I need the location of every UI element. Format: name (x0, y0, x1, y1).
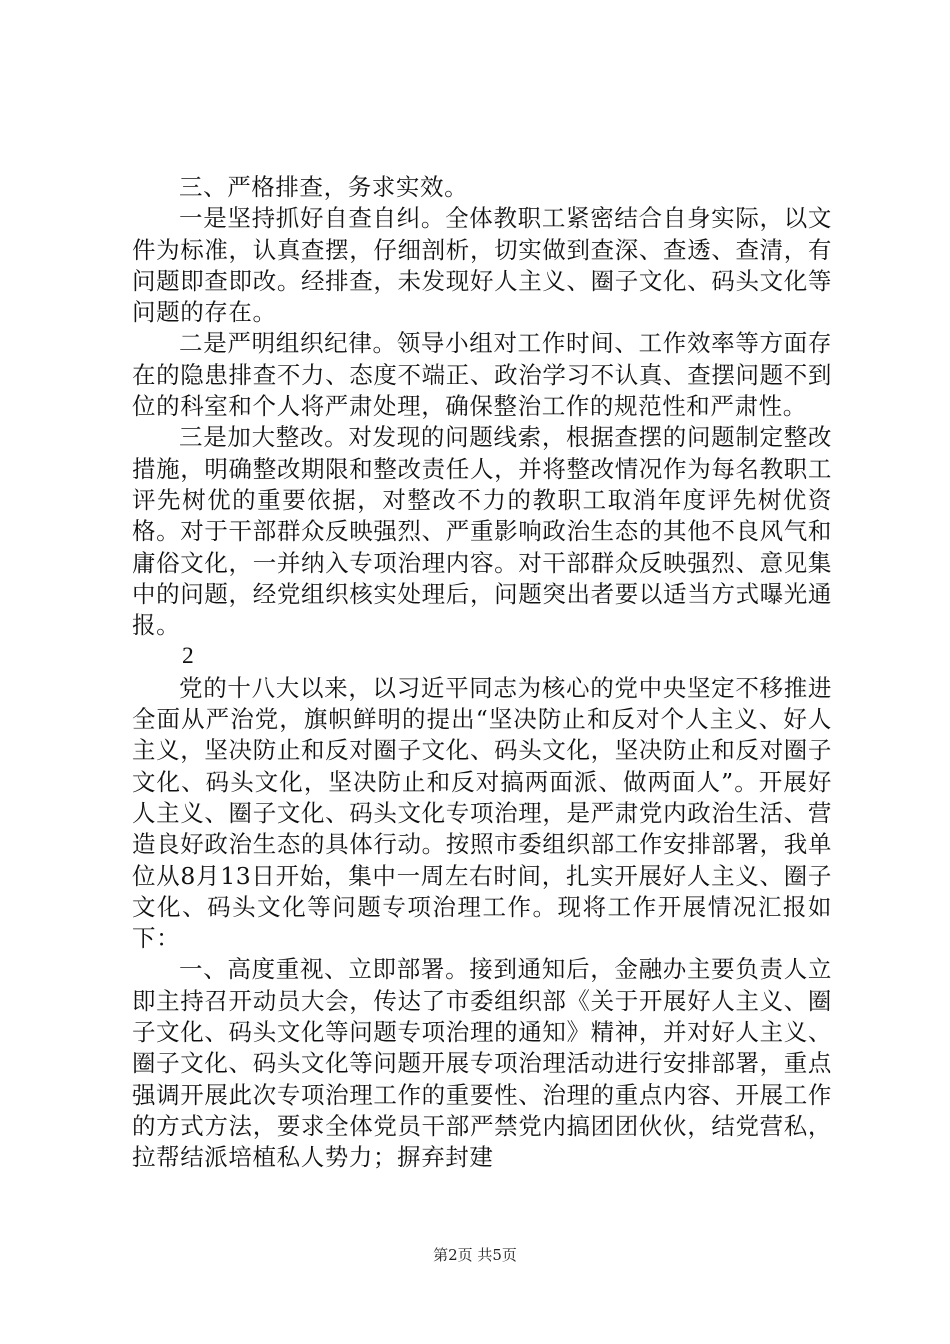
paragraph-intro: 党的十八大以来，以习近平同志为核心的党中央坚定不移推进全面从严治党，旗帜鲜明的提出“坚决防止和反对个人主义、好人主义，坚决防止和反对圈子文化、码头文化，坚决防止和反对圈子文化、码头文化，坚决防止和反对搞两面派、做两面人”。开展好人主义、圈子文化、码头文化专项治理，是严肃党内政治生活、营造良好政治生态的具体行动。按照市委组织部工作安排部署，我单位从8月13日开始，集中一周左右时间，扎实开展好人主义、圈子文化、码头文化等问题专项治理工作。现将工作开展情况汇报如下： (132, 673, 832, 953)
document-body (132, 172, 832, 1174)
section-heading: 三、严格排查，务求实效。 (179, 173, 469, 201)
section-number: 2 (182, 643, 195, 670)
page-footer: 第2页 共5页 (433, 1246, 517, 1264)
paragraph-self-inspection: 一是坚持抓好自查自纠。全体教职工紧密结合自身实际，以文件为标准，认真查摆，仔细剖析，切实做到查深、查透、查清，有问题即查即改。经排查，未发现好人主义、圈子文化、码头文化等问题的存在。 (132, 204, 832, 327)
paragraph-discipline: 二是严明组织纪律。领导小组对工作时间、工作效率等方面存在的隐患排查不力、态度不端正、政治学习不认真、查摆问题不到位的科室和个人将严肃处理，确保整治工作的规范性和严肃性。 (132, 329, 832, 421)
paragraph-rectification: 三是加大整改。对发现的问题线索，根据查摆的问题制定整改措施，明确整改期限和整改责任人，并将整改情况作为每名教职工评先树优的重要依据，对整改不力的教职工取消年度评先树优资格。对于干部群众反映强烈、严重影响政治生态的其他不良风气和庸俗文化，一并纳入专项治理内容。对干部群众反映强烈、意见集中的问题，经党组织核实处理后，问题突出者要以适当方式曝光通报。 (132, 423, 832, 640)
paragraph-deployment: 一、高度重视、立即部署。接到通知后，金融办主要负责人立即主持召开动员大会，传达了市委组织部《关于开展好人主义、圈子文化、码头文化等问题专项治理的通知》精神，并对好人主义、圈子文化、码头文化等问题开展专项治理活动进行安排部署，重点强调开展此次专项治理工作的重要性、治理的重点内容、开展工作的方式方法，要求全体党员干部严禁党内搞团团伙伙，结党营私，拉帮结派培植私人势力；摒弃封建 (132, 955, 832, 1172)
